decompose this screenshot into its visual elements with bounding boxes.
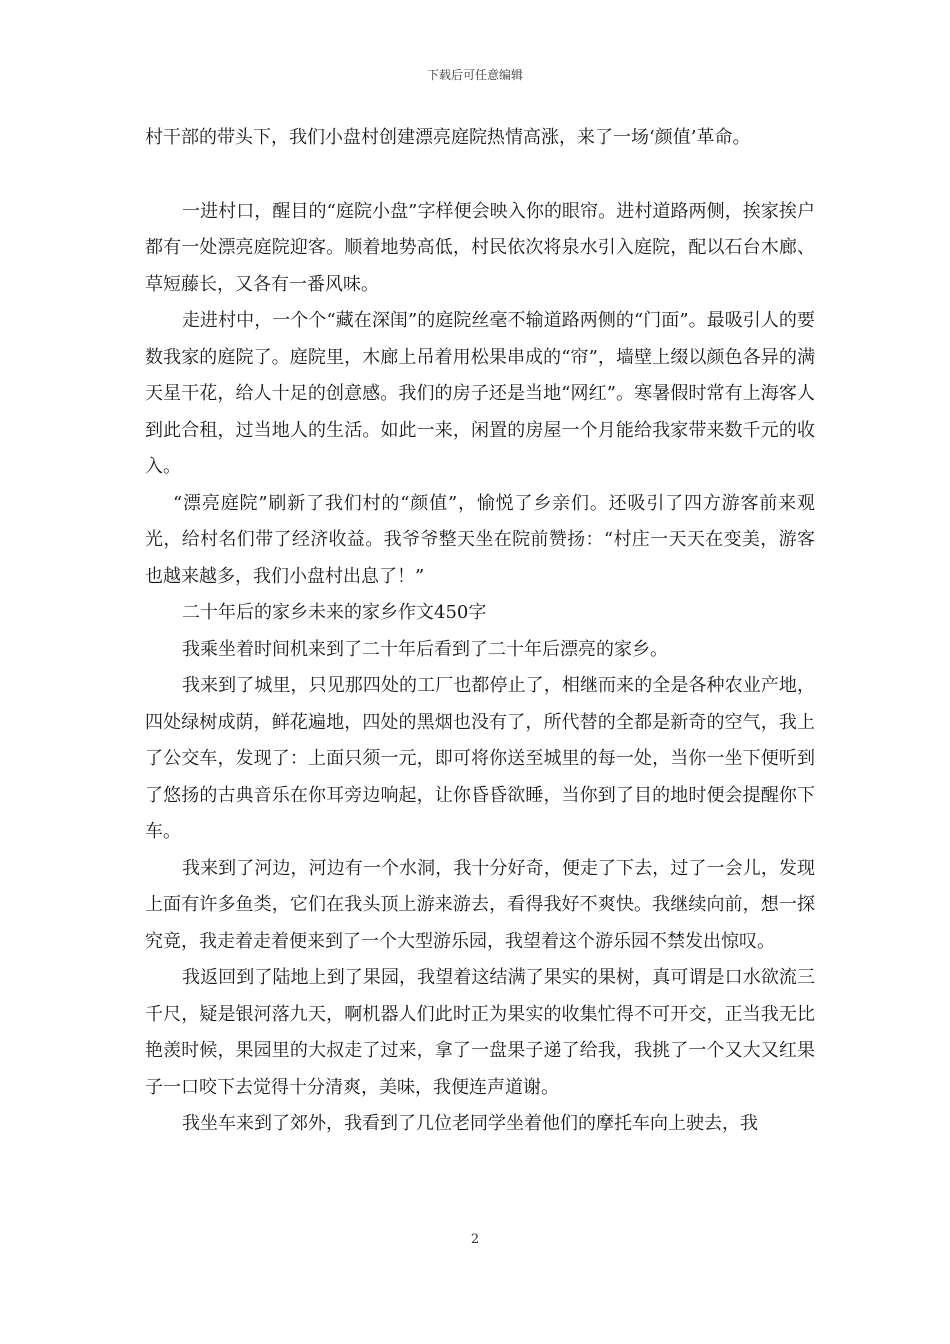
paragraph: 我返回到了陆地上到了果园，我望着这结满了果实的果树，真可谓是口水欲流三千尺，疑是银河落九天，啊机器人们此时正为果实的收集忙得不可开交，正当我无比艳羡时候，果园里的大叔走了过来，拿了一盘果子递了给我，我挑了一个又大又红果子一口咬下去觉得十分清爽，美味，我便连声道谢。 xyxy=(145,967,815,1098)
paragraph: 我来到了城里，只见那四处的工厂也都停止了，相继而来的全是各种农业产地，四处绿树成荫，鲜花遍地，四处的黑烟也没有了，所代替的全都是新奇的空气，我上了公交车，发现了：上面只须一元，即可将你送至城里的每一处，当你一坐下便听到了悠扬的古典音乐在你耳旁边响起，让你昏昏欲睡，当你到了目的地时便会提醒你下车。 xyxy=(145,675,815,842)
paragraph: 走进村中，一个个“藏在深闺”的庭院丝毫不输道路两侧的“门面”。最吸引人的要数我家的庭院了。庭院里，木廊上吊着用松果串成的“帘”，墙壁上缀以颜色各异的满天星干花，给人十足的创意感。我们的房子还是当地“网红”。寒暑假时常有上海客人到此合租，过当地人的生活。如此一来，闲置的房屋一个月能给我家带来数千元的收入。 xyxy=(145,310,815,477)
document-body xyxy=(145,120,815,1143)
paragraph: 我乘坐着时间机来到了二十年后看到了二十年后漂亮的家乡。 xyxy=(182,638,668,660)
paragraph: 我坐车来到了郊外，我看到了几位老同学坐着他们的摩托车向上驶去，我 xyxy=(182,1113,758,1134)
header-note: 下载后可任意编辑 xyxy=(426,68,523,82)
section-heading: 二十年后的家乡未来的家乡作文450字 xyxy=(182,602,487,623)
paragraph: 我来到了河边，河边有一个水洞，我十分好奇，便走了下去，过了一会儿，发现上面有许多鱼类，它们在我头顶上游来游去，看得我好不爽快。我继续向前，想一探究竟，我走着走着便来到了一个大型游乐园，我望着这个游乐园不禁发出惊叹。 xyxy=(145,857,815,952)
paragraph: 一进村口，醒目的“庭院小盘”字样便会映入你的眼帘。进村道路两侧，挨家挨户都有一处漂亮庭院迎客。顺着地势高低，村民依次将泉水引入庭院，配以石台木廊、草短藤长，又各有一番风味。 xyxy=(145,200,815,295)
paragraph: 村干部的带头下，我们小盘村创建漂亮庭院热情高涨，来了一场‘颜值’革命。 xyxy=(145,127,751,148)
page-number: 2 xyxy=(470,1232,480,1247)
paragraph: “漂亮庭院”刷新了我们村的“颜值”，愉悦了乡亲们。还吸引了四方游客前来观光，给村名们带了经济收益。我爷爷整天坐在院前赞扬：“村庄一天天在变美，游客也越来越多，我们小盘村出息了！” xyxy=(145,492,815,587)
